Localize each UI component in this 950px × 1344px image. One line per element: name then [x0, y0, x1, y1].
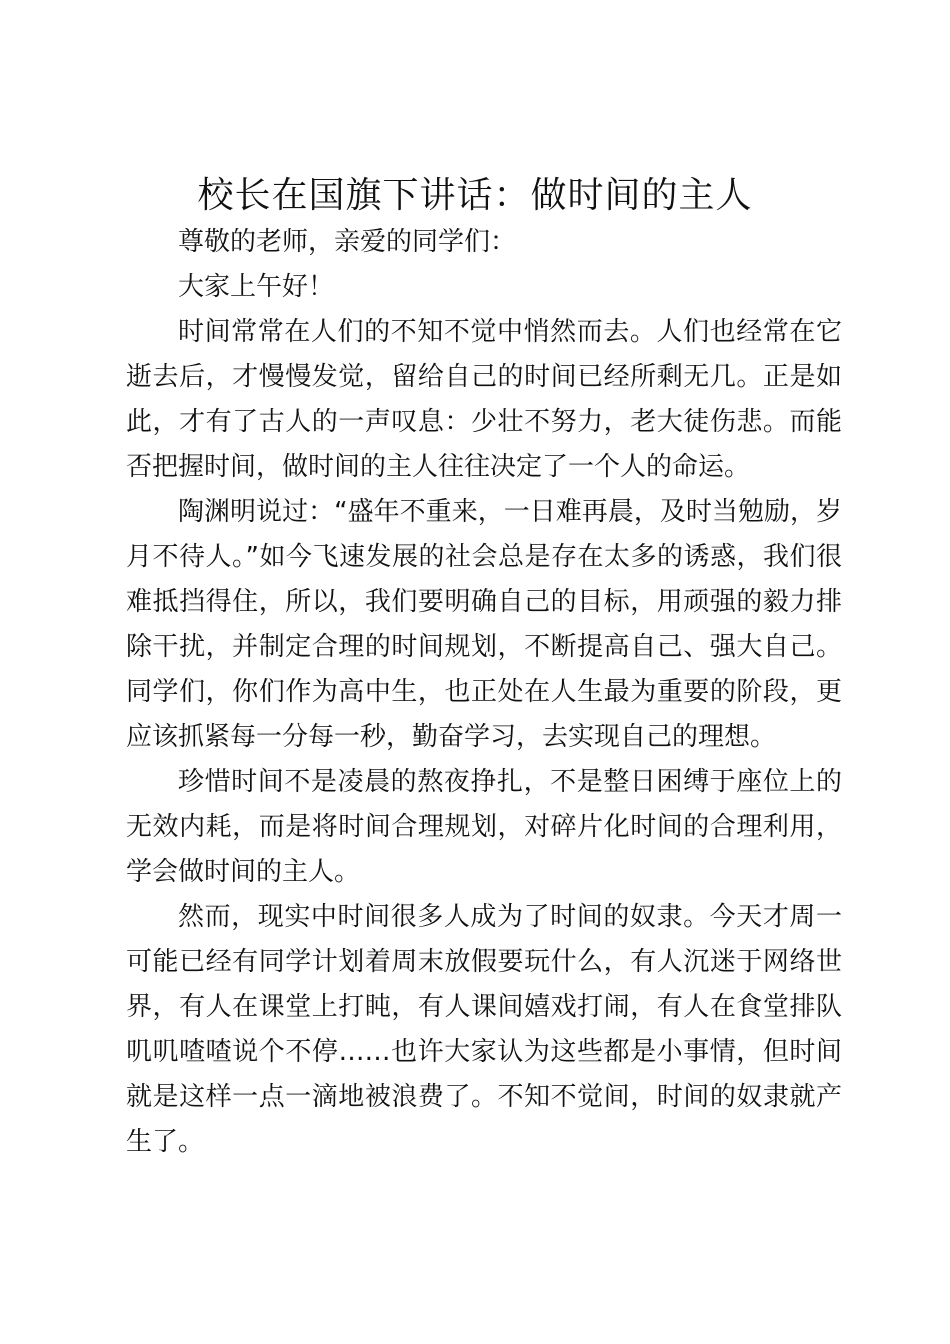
body-paragraph: 然而，现实中时间很多人成为了时间的奴隶。今天才周一可能已经有同学计划着周末放假要玩什么，有人沉迷于网络世界，有人在课堂上打盹，有人课间嬉戏打闹，有人在食堂排队叽叽喳喳说个不停……也许大家认为这些都是小事情，但时间就是这样一点一滴地被浪费了。不知不觉间，时间的奴隶就产生了。	[126, 902, 842, 1157]
salutation-paragraph: 大家上午好！	[178, 272, 335, 302]
body-paragraph: 珍惜时间不是凌晨的熬夜挣扎，不是整日困缚于座位上的无效内耗，而是将时间合理规划，对碎片化时间的合理利用，学会做时间的主人。	[126, 767, 842, 887]
body-paragraph: 时间常常在人们的不知不觉中悄然而去。人们也经常在它逝去后，才慢慢发觉，留给自己的时间已经所剩无几。正是如此，才有了古人的一声叹息：少壮不努力，老大徒伤悲。而能否把握时间，做时间的主人往往决定了一个人的命运。	[126, 317, 842, 482]
document-body	[126, 220, 842, 1165]
greeting-paragraph: 尊敬的老师，亲爱的同学们：	[178, 227, 517, 257]
document-title: 校长在国旗下讲话：做时间的主人	[197, 175, 753, 216]
body-paragraph: 陶渊明说过：“盛年不重来，一日难再晨，及时当勉励，岁月不待人。”如今飞速发展的社会总是存在太多的诱惑，我们很难抵挡得住，所以，我们要明确自己的目标，用顽强的毅力排除干扰，并制定合理的时间规划，不断提高自己、强大自己。同学们，你们作为高中生，也正处在人生最为重要的阶段，更应该抓紧每一分每一秒，勤奋学习，去实现自己的理想。	[126, 497, 842, 752]
